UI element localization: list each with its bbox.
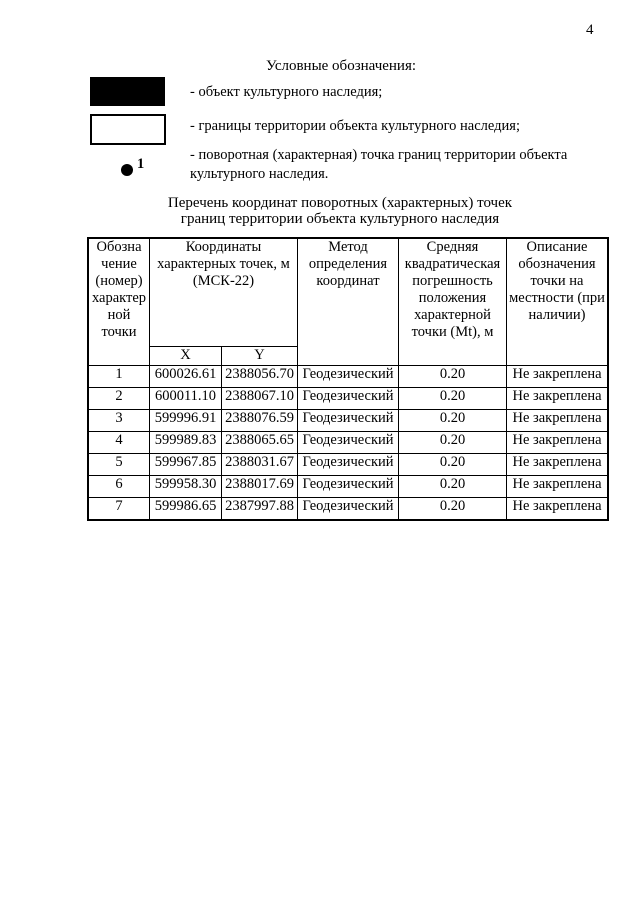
list-title-line1: Перечень координат поворотных (характерных) точек bbox=[167, 195, 513, 211]
point-number-cell: 3 bbox=[88, 410, 150, 432]
list-title-line2: границ территории объекта культурного наследия bbox=[180, 211, 500, 227]
y-cell: 2388076.59 bbox=[222, 410, 298, 432]
legend-title: Условные обозначения: bbox=[266, 58, 417, 74]
legend-point-label: 1 bbox=[137, 156, 145, 172]
error-cell: 0.20 bbox=[399, 388, 507, 410]
y-cell: 2387997.88 bbox=[222, 498, 298, 521]
point-number-cell: 6 bbox=[88, 476, 150, 498]
description-cell: Не закреплена bbox=[507, 366, 609, 388]
table-row bbox=[88, 388, 608, 410]
x-cell: 599986.65 bbox=[150, 498, 222, 521]
legend-point-dot-icon bbox=[121, 164, 133, 176]
legend-text-turning-point: - поворотная (характерная) точка границ территории объекта культурного наследия. bbox=[190, 147, 568, 182]
table-row bbox=[88, 498, 608, 521]
x-cell: 599996.91 bbox=[150, 410, 222, 432]
description-cell: Не закреплена bbox=[507, 498, 609, 521]
description-cell: Не закреплена bbox=[507, 410, 609, 432]
point-number-cell: 1 bbox=[88, 366, 150, 388]
legend-swatch-heritage-object bbox=[90, 77, 165, 106]
error-cell: 0.20 bbox=[399, 498, 507, 521]
error-cell: 0.20 bbox=[399, 366, 507, 388]
description-cell: Не закреплена bbox=[507, 476, 609, 498]
y-cell: 2388031.67 bbox=[222, 454, 298, 476]
x-cell: 599958.30 bbox=[150, 476, 222, 498]
y-cell: 2388056.70 bbox=[222, 366, 298, 388]
method-cell: Геодезический bbox=[298, 366, 399, 388]
header-point: Обозна чение (номер) характер ной точки bbox=[88, 238, 150, 366]
method-cell: Геодезический bbox=[298, 388, 399, 410]
x-cell: 600026.61 bbox=[150, 366, 222, 388]
method-cell: Геодезический bbox=[298, 432, 399, 454]
header-y: Y bbox=[222, 347, 298, 366]
table-row bbox=[88, 432, 608, 454]
error-cell: 0.20 bbox=[399, 476, 507, 498]
table-row bbox=[88, 476, 608, 498]
method-cell: Геодезический bbox=[298, 498, 399, 521]
header-method: Метод определения координат bbox=[298, 238, 399, 366]
list-title bbox=[120, 195, 560, 227]
legend-swatch-territory-boundary bbox=[90, 114, 166, 145]
header-x: X bbox=[150, 347, 222, 366]
table-row bbox=[88, 366, 608, 388]
page-number: 4 bbox=[586, 22, 594, 38]
x-cell: 600011.10 bbox=[150, 388, 222, 410]
table-row bbox=[88, 410, 608, 432]
y-cell: 2388017.69 bbox=[222, 476, 298, 498]
description-cell: Не закреплена bbox=[507, 454, 609, 476]
point-number-cell: 7 bbox=[88, 498, 150, 521]
x-cell: 599989.83 bbox=[150, 432, 222, 454]
header-error: Средняя квадратическая погрешность положения характерной точки (Mt), м bbox=[399, 238, 507, 366]
coordinates-table bbox=[87, 237, 609, 521]
table-row bbox=[88, 454, 608, 476]
legend-text-territory-boundary: - границы территории объекта культурного наследия; bbox=[190, 118, 520, 134]
legend-text-heritage-object: - объект культурного наследия; bbox=[190, 84, 383, 100]
error-cell: 0.20 bbox=[399, 454, 507, 476]
point-number-cell: 4 bbox=[88, 432, 150, 454]
error-cell: 0.20 bbox=[399, 410, 507, 432]
method-cell: Геодезический bbox=[298, 454, 399, 476]
y-cell: 2388065.65 bbox=[222, 432, 298, 454]
description-cell: Не закреплена bbox=[507, 388, 609, 410]
x-cell: 599967.85 bbox=[150, 454, 222, 476]
header-coords: Координаты характерных точек, м (МСК-22) bbox=[150, 238, 298, 347]
point-number-cell: 2 bbox=[88, 388, 150, 410]
error-cell: 0.20 bbox=[399, 432, 507, 454]
description-cell: Не закреплена bbox=[507, 432, 609, 454]
method-cell: Геодезический bbox=[298, 410, 399, 432]
header-description: Описание обозначения точки на местности (при наличии) bbox=[507, 238, 609, 366]
point-number-cell: 5 bbox=[88, 454, 150, 476]
method-cell: Геодезический bbox=[298, 476, 399, 498]
y-cell: 2388067.10 bbox=[222, 388, 298, 410]
